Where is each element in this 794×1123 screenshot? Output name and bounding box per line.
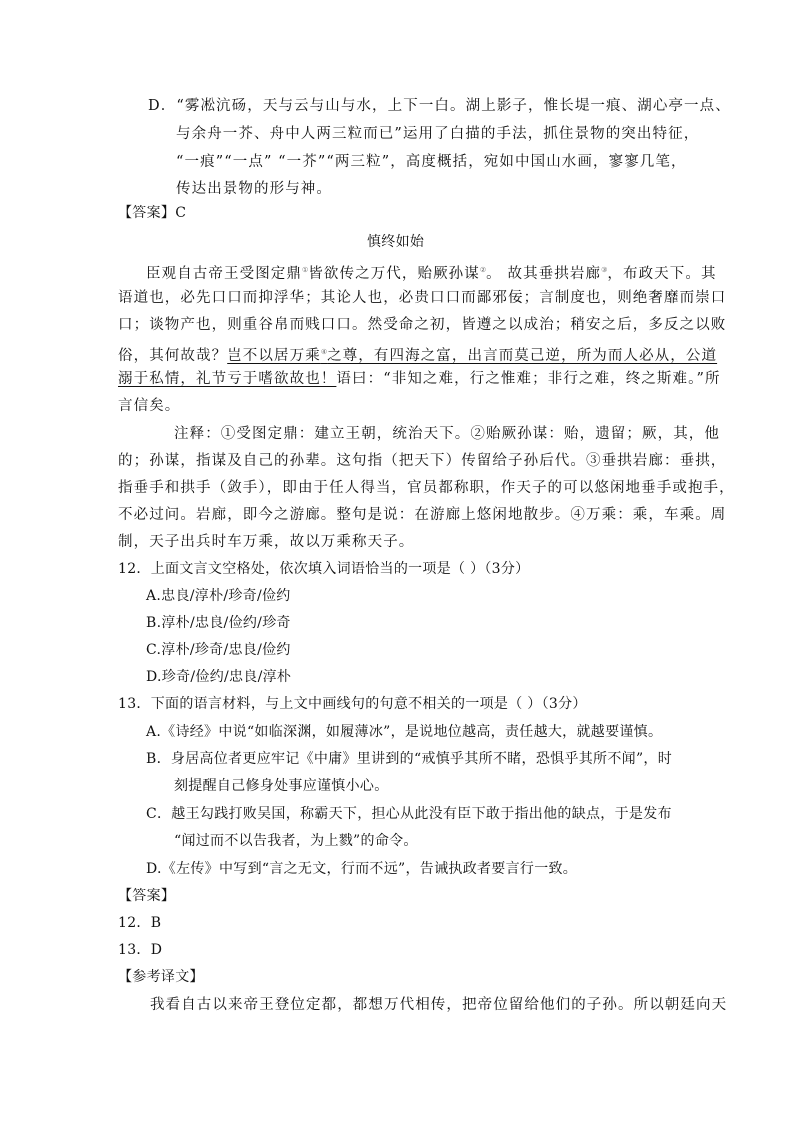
answer-12: 12．B <box>118 915 162 931</box>
q13-option-d: D.《左传》中写到“言之无文，行而不远”，告诫执政者要言行一致。 <box>146 861 578 877</box>
footnote-marker-1: ① <box>302 266 309 274</box>
q13-option-c-line2: “闻过而不以告我者，为上戮”的命令。 <box>174 833 418 849</box>
q13-option-b-line2: 刻提醒自己修身处事应谨慎小心。 <box>174 778 389 794</box>
q11-option-d-line3: “一痕”“一点” “一芥”“两三粒”，高度概括，宛如中国山水画，寥寥几笔， <box>176 154 687 170</box>
q13-option-b-line1: B．身居高位者更应牢记《中庸》里讲到的“戒慎乎其所不睹，恐惧乎其所不闻”，时 <box>146 751 672 767</box>
notes-line-1: 注释：①受图定鼎：建立王朝，统治天下。②贻厥孙谋：贻，遗留；厥，其，他 <box>174 426 720 442</box>
passage-title: 慎终如始 <box>367 234 425 250</box>
q12-option-b: B.淳朴/忠良/俭约/珍奇 <box>146 615 291 631</box>
underlined-sentence-part2: 溺于私情，礼节亏于嗜欲故也！ <box>118 371 337 387</box>
q13-option-a: A.《诗经》中说“如临深渊，如履薄冰”，是说地位越高，责任越大，就越要谨慎。 <box>146 724 663 740</box>
q11-option-d-line4: 传达出景物的形与神。 <box>176 181 332 197</box>
passage-line-5: 溺于私情，礼节亏于嗜欲故也！语曰：“非知之难，行之惟难；非行之难，终之斯难。”所 <box>118 371 721 387</box>
q11-answer: 【答案】C <box>118 205 187 221</box>
q11-option-d-line1: D．“雾凇沆砀，天与云与山与水，上下一白。湖上影子，惟长堤一痕、湖心亭一点、 <box>148 98 731 114</box>
q12-option-d: D.珍奇/俭约/忠良/淳朴 <box>146 669 292 685</box>
notes-line-4: 不必过问。岩廊，即今之游廊。整句是说：在游廊上悠闲地散步。④万乘：乘，车乘。周 <box>118 507 727 523</box>
passage-line-2: 语道也，必先口口而抑浮华；其论人也，必贵口口而鄙邪佞；言制度也，则绝奢靡而崇口 <box>118 290 727 306</box>
passage-line-3: 口；谈物产也，则重谷帛而贱口口。然受命之初，皆遵之以成治；稍安之后，多反之以败 <box>118 317 727 333</box>
passage-line-6: 言信矣。 <box>118 398 181 414</box>
footnote-marker-3: ③ <box>601 266 608 274</box>
answers-label: 【答案】 <box>118 888 176 904</box>
notes-line-2: 的；孙谋，指谋及自己的孙辈。这句指（把天下）传留给子孙后代。③垂拱岩廊：垂拱， <box>118 453 727 469</box>
q13-option-c-line1: C．越王勾践打败吴国，称霸天下，担心从此没有臣下敢于指出他的缺点，于是发布 <box>146 806 672 822</box>
translation-label: 【参考译文】 <box>118 969 204 985</box>
q13-stem: 13．下面的语言材料，与上文中画线句的句意不相关的一项是（ ）（3分） <box>118 696 587 712</box>
q12-option-c: C.淳朴/珍奇/忠良/俭约 <box>146 642 291 658</box>
notes-line-3: 指垂手和拱手（敛手），即由于任人得当，官员都称职，作天子的可以悠闲地垂手或抱手， <box>118 480 735 496</box>
footnote-marker-2: ② <box>479 266 487 274</box>
passage-line-1: 臣观自古帝王受图定鼎①皆欲传之万代，贻厥孙谋②。 故其垂拱岩廊③，布政天下。其 <box>146 266 717 282</box>
notes-line-5: 制，天子出兵时车万乘，故以万乘称天子。 <box>118 534 415 550</box>
q12-stem: 12．上面文言文空格处，依次填入词语恰当的一项是（ ）（3分） <box>118 561 530 577</box>
footnote-marker-4: ④ <box>320 348 328 356</box>
q11-option-d-line2: 与余舟一芥、舟中人两三粒而已”运用了白描的手法，抓住景物的突出特征， <box>176 126 700 142</box>
translation-line-1: 我看自古以来帝王登位定都，都想万代相传，把帝位留给他们的子孙。所以朝廷向天 <box>150 997 728 1013</box>
answer-13: 13．D <box>118 942 163 958</box>
passage-line-4: 俗，其何故哉？岂不以居万乘④之尊，有四海之富，出言而莫己逆，所为而人必从，公道 <box>118 348 718 364</box>
q12-option-a: A.忠良/淳朴/珍奇/俭约 <box>146 588 291 604</box>
underlined-sentence-part1: 岂不以居万乘④之尊，有四海之富，出言而莫己逆，所为而人必从，公道 <box>227 348 718 364</box>
